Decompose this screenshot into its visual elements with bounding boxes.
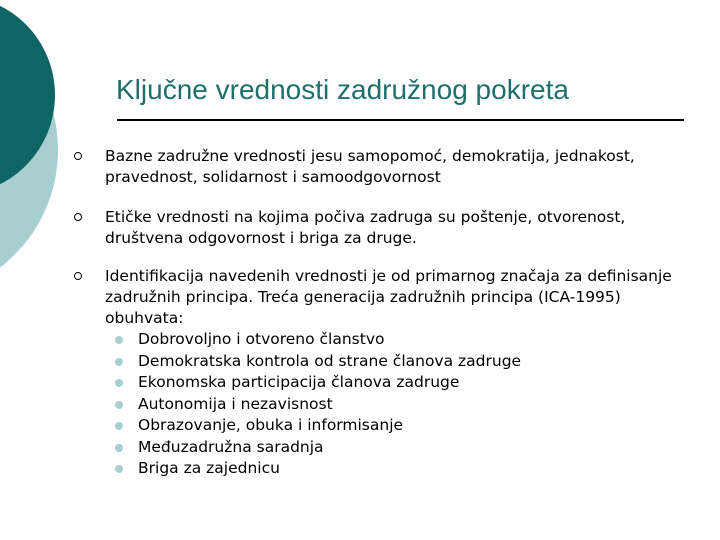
bullet-dot-icon [115, 422, 123, 430]
sub-list-item-label: Demokratska kontrola od strane članova zadruge [138, 351, 522, 370]
bullet-dot-icon [115, 379, 123, 387]
bullet-text: Etičke vrednosti na kojima počiva zadruga su poštenje, otvorenost, društvena odgovornost i briga za druge. [105, 208, 626, 247]
bullet-dot-icon [115, 401, 123, 409]
bullet-item-2 [74, 207, 694, 249]
sub-list-item [105, 329, 694, 351]
sub-list-item [105, 458, 694, 480]
bullet-dot-icon [115, 336, 123, 344]
title-underline [117, 119, 684, 121]
bullet-circle-icon [74, 272, 82, 280]
sub-list-item [105, 437, 694, 459]
bullet-dot-icon [115, 465, 123, 473]
bullet-dot-icon [115, 358, 123, 366]
bullet-text: Bazne zadružne vrednosti jesu samopomoć, demokratija, jednakost, pravednost, solidarnost i samoodgovornost [105, 147, 635, 186]
sub-list-item [105, 351, 694, 373]
sub-list-item-label: Obrazovanje, obuka i informisanje [138, 416, 404, 434]
sub-list-item-label: Briga za zajednicu [138, 459, 280, 477]
principles-list [105, 329, 694, 480]
sub-list-item-label: Autonomija i nezavisnost [138, 394, 333, 413]
bullet-item-1 [74, 146, 694, 188]
sub-list-item [105, 415, 694, 437]
sub-list-item [105, 394, 694, 416]
slide-title: Ključne vrednosti zadružnog pokreta [116, 74, 569, 105]
bullet-circle-icon [74, 152, 82, 160]
sub-list-item [105, 372, 694, 394]
sub-list-item-label: Ekonomska participacija članova zadruge [138, 373, 460, 391]
bullet-dot-icon [115, 444, 123, 452]
bullet-text: Identifikacija navedenih vrednosti je od primarnog značaja za definisanje zadružnih principa. Treća generacija zadružnih principa (ICA-1995) obuhvata: [105, 267, 672, 327]
decorative-circles [0, 0, 80, 300]
sub-list-item-label: Dobrovoljno i otvoreno članstvo [138, 330, 385, 348]
bullet-circle-icon [74, 213, 82, 221]
sub-list-item-label: Međuzadružna saradnja [138, 437, 324, 456]
bullet-item-3 [74, 266, 694, 480]
